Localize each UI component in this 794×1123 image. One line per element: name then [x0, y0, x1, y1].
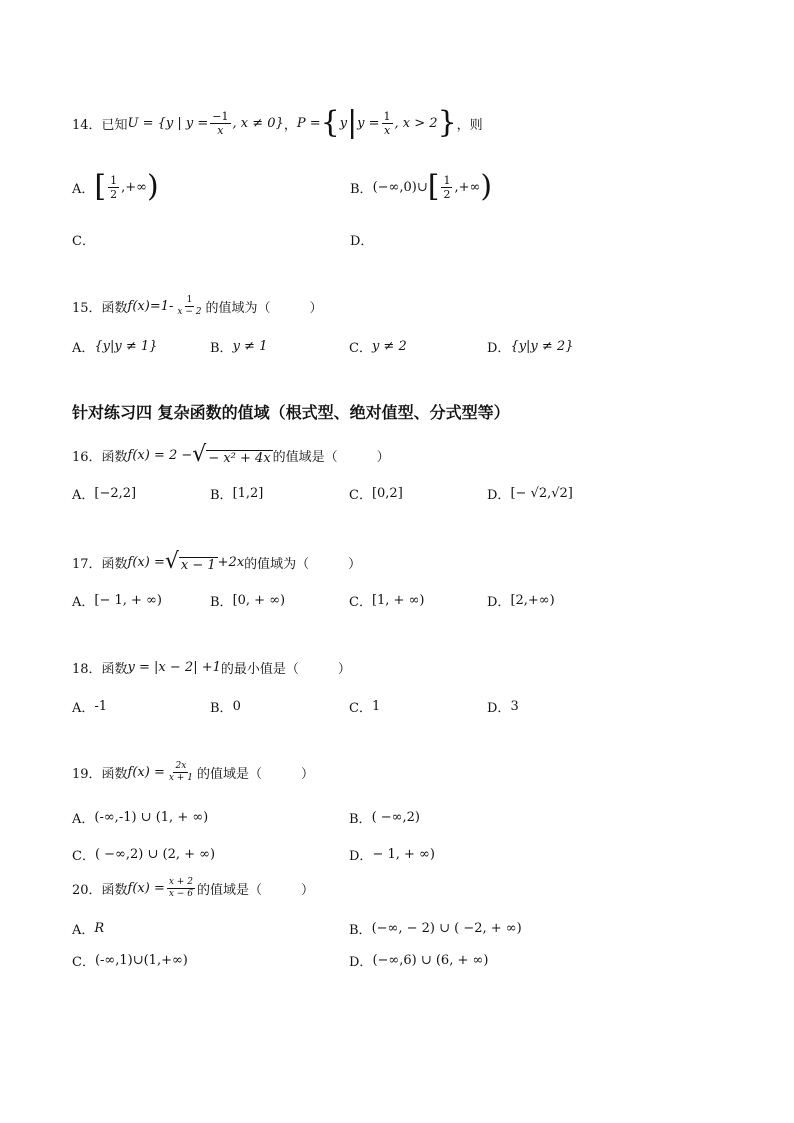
q19-option-b-text: ( −∞,2) — [371, 810, 420, 825]
q20-option-a-text: R — [94, 921, 105, 936]
q14-option-d-label: D． — [350, 234, 374, 249]
q20-prefix: 20．函数 — [72, 883, 128, 898]
q16-prefix: 16．函数 — [72, 449, 128, 465]
q14-p-den: x — [383, 123, 391, 137]
q19-frac — [167, 762, 195, 783]
q14-option-b-den: 2 — [443, 187, 451, 201]
q18-option-c[interactable] — [349, 697, 380, 716]
q14-option-b-num: 1 — [443, 173, 451, 187]
q20-num: x + 2 — [168, 877, 193, 887]
q14-u-den: x — [217, 123, 224, 137]
q14-option-a-rparen: ) — [146, 169, 159, 204]
q14-u-set: U = {y | y = — [127, 115, 209, 131]
q15-prefix: 15．函数 — [72, 301, 128, 316]
q19-option-a-label: A． — [72, 812, 95, 827]
q18-option-a[interactable] — [72, 697, 107, 716]
q16-option-a-label: A． — [72, 488, 95, 503]
q16-stem — [72, 444, 390, 466]
q14-option-b-pre: (−∞,0)∪ — [372, 179, 428, 195]
q15-option-c-text: y ≠ 2 — [371, 339, 407, 354]
q16-radicand: − x² + 4x — [208, 451, 271, 466]
q17-option-b-text: [0, + ∞) — [232, 593, 286, 608]
q14-option-c[interactable] — [72, 230, 95, 249]
q16-option-b[interactable] — [210, 484, 263, 503]
q17-option-d-label: D． — [487, 595, 511, 610]
q14-p-rbrace: } — [437, 105, 457, 140]
q14-option-b-frac — [441, 175, 452, 200]
q15-option-b-text: y ≠ 1 — [232, 339, 268, 354]
q20-den: x − 6 — [168, 889, 193, 899]
q16-radical-icon: √ — [192, 442, 207, 467]
q16-option-b-text: [1,2] — [232, 486, 264, 501]
q14-option-a-den: 2 — [110, 187, 118, 201]
q14-p-mid: y = — [357, 115, 380, 131]
q20-option-d[interactable] — [349, 951, 488, 970]
q14-option-b-label: B． — [350, 181, 373, 197]
q17-prefix: 17．函数 — [72, 556, 128, 572]
q14-option-a-num: 1 — [110, 173, 118, 187]
q18-option-a-label: A． — [72, 701, 95, 716]
q18-option-b-label: B． — [210, 701, 233, 716]
q15-stem — [72, 296, 322, 317]
q16-option-c[interactable] — [349, 484, 403, 503]
q14-p-frac — [382, 111, 393, 136]
q18-option-b-text: 0 — [232, 699, 241, 714]
q15-frac — [175, 296, 203, 317]
q14-option-a-label: A． — [72, 181, 95, 197]
q14-p-num: 1 — [383, 109, 391, 123]
q19-prefix: 19．函数 — [72, 767, 128, 782]
q15-func: f(x)=1- — [127, 299, 174, 314]
q18-option-c-text: 1 — [371, 699, 381, 714]
q15-option-d-label: D． — [487, 341, 511, 356]
q20-option-a-label: A． — [72, 923, 95, 938]
q17-option-a-text: [− 1, + ∞) — [94, 593, 162, 608]
q18-option-a-text: -1 — [94, 699, 108, 714]
q14-sep: ， — [283, 117, 297, 133]
q16-option-c-label: C． — [349, 488, 372, 503]
q17-option-c[interactable] — [349, 591, 425, 610]
q15-num: 1 — [186, 295, 193, 305]
q18-option-d-label: D． — [487, 701, 511, 716]
q17-sqrt — [165, 551, 218, 573]
q18-option-d-text: 3 — [510, 699, 519, 714]
q19-option-b[interactable] — [349, 808, 420, 827]
q16-option-b-label: B． — [210, 488, 233, 503]
q19-option-d[interactable] — [349, 845, 435, 864]
q17-option-b[interactable] — [210, 591, 285, 610]
q19-option-c-label: C． — [72, 849, 95, 864]
q15-option-a[interactable] — [72, 337, 157, 356]
q17-stem — [72, 551, 361, 573]
q14-p-bar: | — [347, 105, 358, 140]
q20-option-a[interactable] — [72, 919, 104, 938]
q16-option-a-text: [−2,2] — [94, 486, 137, 501]
q18-stem — [72, 658, 351, 677]
q20-option-b-label: B． — [349, 923, 372, 938]
q15-option-b[interactable] — [210, 337, 267, 356]
q15-option-c[interactable] — [349, 337, 407, 356]
q17-option-d[interactable] — [487, 591, 555, 610]
q15-suffix: 的值域为（ ） — [205, 301, 323, 316]
q16-option-d-label: D． — [487, 488, 511, 503]
q14-option-a-lbracket: [ — [94, 169, 107, 204]
q16-option-a[interactable] — [72, 484, 136, 503]
q17-option-c-label: C． — [349, 595, 372, 610]
q17-option-a-label: A． — [72, 595, 95, 610]
q15-option-d[interactable] — [487, 337, 573, 356]
q19-num: 2x — [175, 761, 187, 771]
q14-option-b-lbracket: [ — [427, 169, 440, 204]
q20-option-b-text: (−∞, − 2) ∪ ( −2, + ∞) — [371, 921, 522, 936]
q20-option-d-text: (−∞,6) ∪ (6, + ∞) — [372, 953, 489, 968]
q18-option-c-label: C． — [349, 701, 372, 716]
q14-option-a-frac — [108, 175, 119, 200]
q14-p-head: P = — [296, 115, 321, 131]
q18-suffix: 的最小值是（ ） — [220, 662, 351, 677]
q20-stem — [72, 878, 314, 899]
q19-option-d-text: − 1, + ∞) — [372, 847, 435, 862]
q20-option-c-text: (-∞,1)∪(1,+∞) — [94, 953, 188, 968]
q19-option-b-label: B． — [349, 812, 372, 827]
q19-option-c[interactable] — [72, 845, 215, 864]
q20-option-d-label: D． — [349, 955, 373, 970]
q19-option-a-text: (-∞,-1) ∪ (1, + ∞) — [94, 810, 209, 825]
q17-radicand: x − 1 — [180, 558, 216, 573]
q14-p-lbrace: { — [320, 105, 340, 140]
q17-func: f(x) = — [127, 554, 165, 570]
q20-frac — [167, 878, 195, 899]
q14-u-num: −1 — [212, 109, 229, 123]
q19-option-a[interactable] — [72, 808, 208, 827]
q19-suffix: 的值域是（ ） — [196, 767, 314, 782]
q14-p-tail: , x > 2 — [394, 115, 438, 131]
q15-den: x − 2 — [177, 307, 202, 317]
q14-p-y: y — [339, 115, 348, 131]
q14-option-b-tail: ,+∞ — [454, 179, 481, 195]
q17-option-a[interactable] — [72, 591, 162, 610]
q15-option-b-label: B． — [210, 341, 233, 356]
q14-stem — [72, 105, 483, 140]
q14-option-a[interactable] — [72, 169, 159, 204]
q14-u-tail: , x ≠ 0} — [232, 115, 284, 131]
q19-func: f(x) = — [127, 765, 165, 780]
q19-stem — [72, 762, 314, 783]
q19-option-d-label: D． — [349, 849, 373, 864]
q14-u-frac — [210, 111, 230, 136]
q15-option-a-text: {y|y ≠ 1} — [94, 339, 158, 354]
q20-suffix: 的值域是（ ） — [196, 883, 314, 898]
q20-option-c[interactable] — [72, 951, 188, 970]
q20-func: f(x) = — [127, 881, 165, 896]
q19-option-c-text: ( −∞,2) ∪ (2, + ∞) — [94, 847, 216, 862]
q18-option-d[interactable] — [487, 697, 519, 716]
q14-option-d[interactable] — [350, 230, 373, 249]
q20-option-b[interactable] — [349, 919, 522, 938]
q14-prefix: 14．已知 — [72, 117, 128, 133]
q16-option-d[interactable] — [487, 484, 573, 503]
q15-option-d-text: {y|y ≠ 2} — [510, 339, 574, 354]
q17-option-c-text: [1, + ∞) — [371, 593, 425, 608]
q14-suffix: ，则 — [456, 117, 483, 133]
q18-option-b[interactable] — [210, 697, 241, 716]
q18-prefix: 18．函数 — [72, 662, 128, 677]
q17-suffix: 的值域为（ ） — [244, 556, 362, 572]
q14-option-b-rparen: ) — [480, 169, 493, 204]
q16-option-d-text: [− √2,√2] — [510, 486, 573, 501]
q16-sqrt — [192, 444, 272, 466]
q17-radical-icon: √ — [164, 549, 179, 574]
q14-option-c-label: C． — [72, 234, 95, 249]
q14-option-a-tail: ,+∞ — [121, 179, 147, 195]
q15-option-a-label: A． — [72, 341, 95, 356]
q17-option-d-text: [2,+∞) — [510, 593, 555, 608]
q14-option-b[interactable] — [350, 169, 493, 204]
q18-func: y = |x − 2| +1 — [127, 660, 221, 675]
section-heading: 针对练习四 复杂函数的值域（根式型、绝对值型、分式型等） — [72, 403, 510, 422]
q15-option-c-label: C． — [349, 341, 372, 356]
q17-option-b-label: B． — [210, 595, 233, 610]
q19-den: x + 1 — [168, 773, 193, 783]
q17-tail: +2x — [217, 554, 245, 570]
q20-option-c-label: C． — [72, 955, 95, 970]
q16-func: f(x) = 2 − — [127, 447, 193, 463]
q16-option-c-text: [0,2] — [371, 486, 403, 501]
q16-suffix: 的值域是（ ） — [272, 449, 390, 465]
